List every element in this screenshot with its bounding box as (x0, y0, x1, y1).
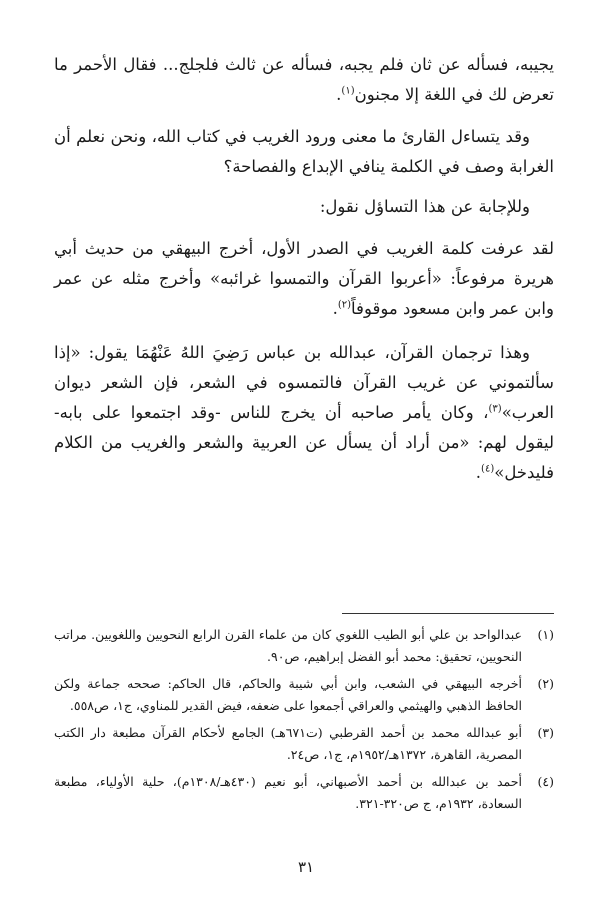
footnotes (54, 624, 554, 820)
paragraph-4-end: . (332, 299, 338, 318)
footnote-item (54, 673, 554, 717)
paragraph-4-text: لقد عرفت كلمة الغريب في الصدر الأول، أخرج البيهقي من حديث أبي هريرة مرفوعاً: «أعربوا القرآن والتمسوا غرائبه» وأخرج مثله عن عمر وابن عمر وابن مسعود موقوفاً (54, 239, 554, 318)
paragraph-5-text-a: وهذا ترجمان القرآن، عبدالله بن عباس رَضِيَ اللهُ عَنْهُمَا يقول: «إذا سألتموني عن غريب القرآن فالتمسوه في الشعر، فإن الشعر ديوان العرب» (54, 343, 554, 422)
footnote-text: أخرجه البيهقي في الشعب، وابن أبي شيبة والحاكم، قال الحاكم: صححه جماعة ولكن الحافظ الذهبي والهيثمي والعراقي أجمعوا على ضعفه، فيض القدير للمناوي، ج١، ص٥٥٨. (54, 676, 522, 713)
footnote-item (54, 722, 554, 766)
paragraph-2-text: وقد يتساءل القارئ ما معنى ورود الغريب في كتاب الله، ونحن نعلم أن الغرابة وصف في الكلمة ينافي الإبداع والفصاحة؟ (54, 127, 554, 176)
footnote-number: (٤) (537, 774, 554, 789)
footnote-number: (١) (537, 627, 554, 642)
paragraph-5 (54, 338, 554, 488)
footnote-text: أبو عبدالله محمد بن أحمد القرطبي (ت٦٧١هـ) الجامع لأحكام القرآن مطبعة دار الكتب المصرية، القاهرة، ١٣٧٢هـ/١٩٥٢م، ج١، ص٢٤. (54, 725, 522, 762)
paragraph-3-text: وللإجابة عن هذا التساؤل نقول: (319, 197, 530, 216)
footnote-item (54, 771, 554, 815)
footnote-item (54, 624, 554, 668)
footnote-number: (٣) (537, 725, 554, 740)
page-number: ٣١ (297, 858, 315, 876)
footnote-ref-1: (١) (341, 85, 355, 97)
footnote-text: أحمد بن عبدالله بن أحمد الأصبهاني، أبو نعيم (٤٣٠هـ/١٣٠٨م)، حلية الأولياء، مطبعة السعادة، ١٩٣٢م، ج ص٣٢٠-٣٢١. (54, 774, 522, 811)
paragraph-1-text: يجيبه، فسأله عن ثان فلم يجبه، فسأله عن ثالث فلجلج... فقال الأحمر ما تعرض لك في اللغة إلا مجنون (54, 55, 554, 104)
paragraph-5-text-b: ، وكان يأمر صاحبه أن يخرج للناس -وقد اجتمعوا على بابه- ليقول لهم: «من أراد أن يسأل عن العربية والشعر والغريب من الكلام فليدخل» (54, 403, 554, 482)
paragraph-4 (54, 234, 554, 324)
footnote-text: عبدالواحد بن علي أبو الطيب اللغوي كان من علماء القرن الرابع النحويين واللغويين. مراتب النحويين، تحقيق: محمد أبو الفضل إبراهيم، ص٩٠. (54, 627, 522, 664)
paragraph-1 (54, 50, 554, 110)
footnote-ref-3: (٣) (488, 403, 502, 415)
footnote-ref-4: (٤) (481, 463, 495, 475)
main-text (54, 50, 554, 488)
paragraph-5-end: . (475, 463, 482, 482)
paragraph-3 (54, 192, 554, 222)
footnote-separator (342, 613, 554, 614)
paragraph-1-end: . (336, 85, 342, 104)
footnote-ref-2: (٢) (337, 299, 352, 311)
paragraph-2 (54, 122, 554, 182)
footnote-number: (٢) (537, 676, 554, 691)
